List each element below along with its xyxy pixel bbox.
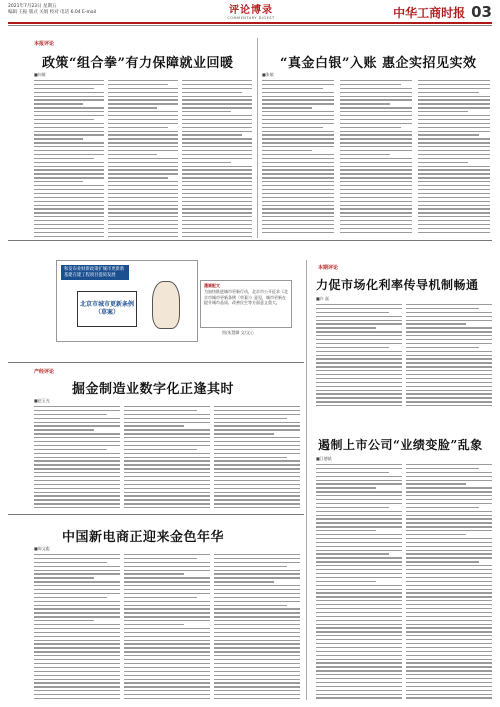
headline-a3: 力促市场化利率传导机制畅通 [316, 278, 479, 292]
body-a6-col1 [34, 554, 120, 700]
byline-a3: ■许 磊 [316, 296, 330, 301]
cartoon-signature: 图/朱慧卿 文/文心 [222, 330, 254, 335]
caption-title: 漫画配文 [204, 283, 220, 288]
headline-a4: 掘金制造业数字化正逢其时 [72, 382, 235, 397]
body-a6-col2 [124, 554, 210, 700]
byline-a2: ■张敏 [262, 72, 274, 77]
page-number: 03 [471, 3, 492, 21]
body-a2-col3 [418, 80, 490, 238]
cartoon-sign: 北京市城市更新条例（草案） [77, 291, 137, 327]
paper-name: 中华工商时报 [393, 5, 466, 20]
cartoon-tag: 和发布业财新政策扩城市更新新基建在建工程项目提质发展 [61, 265, 129, 280]
section-title-en: COMMENTARY DIGEST [227, 16, 275, 20]
section-divider [8, 240, 492, 241]
section-title-cn: 评论博录 [229, 5, 273, 16]
paper-brand [393, 3, 492, 21]
byline-a4: ■赵玉光 [34, 398, 50, 403]
body-a4-col3 [214, 406, 300, 510]
hand-illustration [152, 281, 180, 329]
headline-a2: “真金白银”入账 惠企实招见实效 [280, 56, 477, 71]
body-a1-col2 [108, 80, 178, 240]
column-label-a4: 产经评论 [34, 369, 55, 375]
section-title [216, 5, 286, 20]
section-divider-left [8, 362, 304, 363]
masthead-rule [8, 22, 492, 24]
section-divider-lower-left [8, 514, 304, 515]
caption-text: 为加快推进城市更新行动，北京市公开征求《北京市城市更新条例（草案）》意见，城市更新在提升城市品质、改善民生等方面意义重大。 [204, 289, 288, 306]
editorial-cartoon [56, 260, 198, 342]
headline-a1: 政策“组合拳”有力保障就业回暖 [42, 56, 234, 71]
byline-a6: ■周文彪 [34, 546, 50, 551]
issue-info [8, 4, 96, 16]
editor-line: 编辑 王振 版式 关娟 校对 电话 6.04 E-mail [8, 10, 97, 15]
body-a3-col2 [406, 304, 492, 408]
body-a1-col3 [182, 80, 252, 240]
body-a4-col1 [34, 406, 120, 510]
body-a3-col1 [316, 304, 402, 408]
masthead-rule-thin [8, 25, 492, 26]
body-a2-col1 [262, 80, 334, 238]
headline-a6: 中国新电商正迎来金色年华 [62, 530, 225, 545]
masthead [0, 0, 500, 32]
date-line: 2021年7月23日 星期五 [8, 4, 57, 9]
column-label-a1: 本报评论 [34, 41, 55, 47]
body-a2-col2 [340, 80, 412, 238]
body-a5-col1 [316, 464, 402, 700]
headline-a5: 遏制上市公司“业绩变脸”乱象 [318, 438, 483, 452]
byline-a1: ■何雄 [34, 72, 46, 77]
byline-a5: ■江德斌 [316, 456, 332, 461]
body-a5-col2 [406, 464, 492, 700]
cartoon-caption [200, 280, 292, 328]
column-divider [257, 38, 258, 238]
body-a1-col1 [34, 80, 104, 240]
column-label-a3: 本期评论 [318, 265, 339, 271]
column-divider-lower [306, 260, 307, 700]
body-a4-col2 [124, 406, 210, 510]
body-a6-col3 [214, 554, 300, 700]
